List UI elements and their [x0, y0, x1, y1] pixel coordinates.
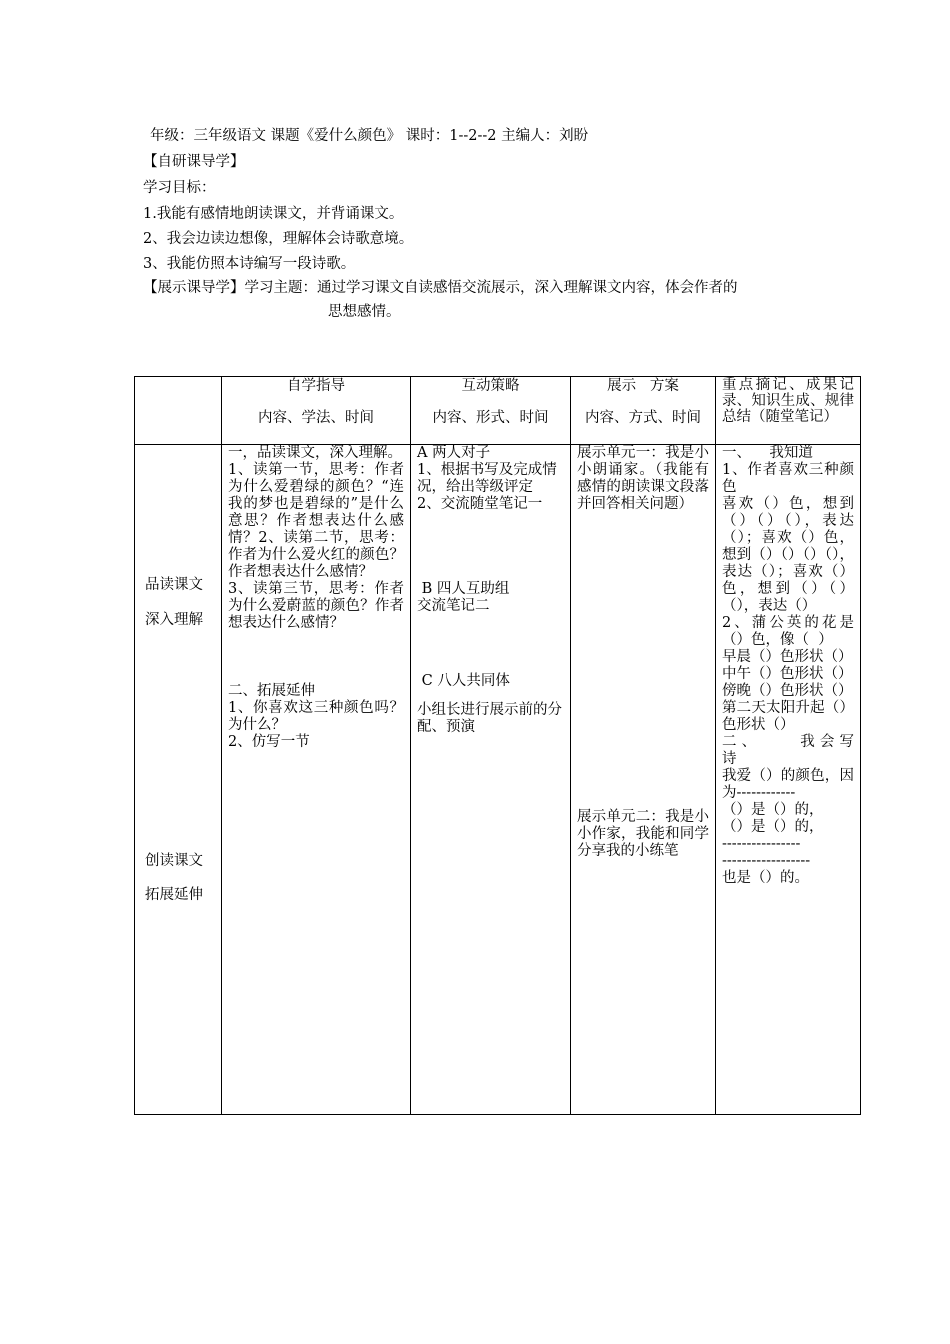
row-label-1a: 品读课文 [145, 577, 203, 593]
section-showcase: 【展示课导学】学习主题：通过学习课文自读感悟交流展示，深入理解课文内容，体会作者的 [143, 280, 738, 296]
strategy-c: C 八人共同体 [417, 673, 510, 689]
header-show [571, 377, 716, 445]
header-strategy-title: 互动策略 [461, 378, 520, 394]
show-cell [571, 445, 716, 1115]
study-table [134, 376, 861, 1115]
header-empty-cell [135, 377, 222, 445]
section-showcase-cont: 思想感情。 [328, 304, 401, 320]
row-label-2b: 拓展延伸 [145, 887, 203, 903]
row-label-1b: 深入理解 [145, 612, 203, 628]
goal-3: 3、我能仿照本诗编写一段诗歌。 [143, 256, 356, 272]
strategy-a: A 两人对子 1、根据书写及完成情况，给出等级评定 2、交流随堂笔记一 [417, 445, 557, 512]
show-unit-1: 展示单元一：我是小小朗诵家。（我能有感情的朗读课文段落并回答相关问题） [577, 445, 709, 512]
section-self-study: 【自研课导学】 [143, 154, 245, 170]
header-line: 年级：三年级语文 课题《爱什么颜色》 课时：1--2--2 主编人：刘盼 [150, 128, 589, 144]
header-strategy-sub: 内容、形式、时间 [432, 410, 549, 426]
header-guide [222, 377, 411, 445]
header-show-title: 展示 方案 [607, 378, 679, 394]
header-notes-title: 重点摘记、成果记录、知识生成、规律总结（随堂笔记） [722, 377, 854, 425]
strategy-c2: 小组长进行展示前的分配、预演 [417, 702, 562, 735]
header-notes [716, 377, 861, 445]
header-guide-title: 自学指导 [287, 378, 345, 394]
row-label-2a: 创读课文 [145, 853, 203, 869]
goal-1: 1.我能有感情地朗读课文，并背诵课文。 [143, 206, 404, 222]
strategy-cell [411, 445, 571, 1115]
header-guide-sub: 内容、学法、时间 [258, 410, 374, 426]
table-body-row [135, 445, 861, 1115]
header-show-sub: 内容、方式、时间 [585, 410, 701, 426]
goal-2: 2、我会边读边想像，理解体会诗歌意境。 [143, 231, 414, 247]
row-label-cell [135, 445, 222, 1115]
notes-cell: 一、 我知道 1、作者喜欢三种颜色 喜欢（）色，想到（）（）（），表达（）；喜欢（）色，想到（）（）（）（），表达（）；喜欢（）色，想到（）（）（），表达（） 2、蒲公英的花是（）色，像（ ） 早晨（）色形状（） 中午（）色形状（） 傍晚（）色形状（） 第二天太阳升起（）色形状（） 二、 我会写 诗 我爱（）的颜色，因为------------ （）是（）的， （）是（）的， ---------------- ------------------ 也是（）的。 [716, 445, 861, 1115]
guide-cell: 一，品读课文，深入理解。 1、读第一节，思考：作者为什么爱碧绿的颜色？“连我的梦也是碧绿的”是什么意思？作者想表达什么感情？2、读第二节，思考：作者为什么爱火红的颜色？作者想表达什么感情？ 3、读第三节，思考：作者为什么爱蔚蓝的颜色？作者想表达什么感情？ 二、拓展延伸 1、你喜欢这三种颜色吗？为什么？ 2、仿写一节 [222, 445, 411, 1115]
show-unit-2: 展示单元二：我是小小作家，我能和同学分享我的小练笔 [577, 809, 709, 859]
table-header-row [135, 377, 861, 445]
goals-title: 学习目标： [143, 180, 216, 196]
header-strategy [411, 377, 571, 445]
strategy-b: B 四人互助组 交流笔记二 [417, 581, 510, 614]
